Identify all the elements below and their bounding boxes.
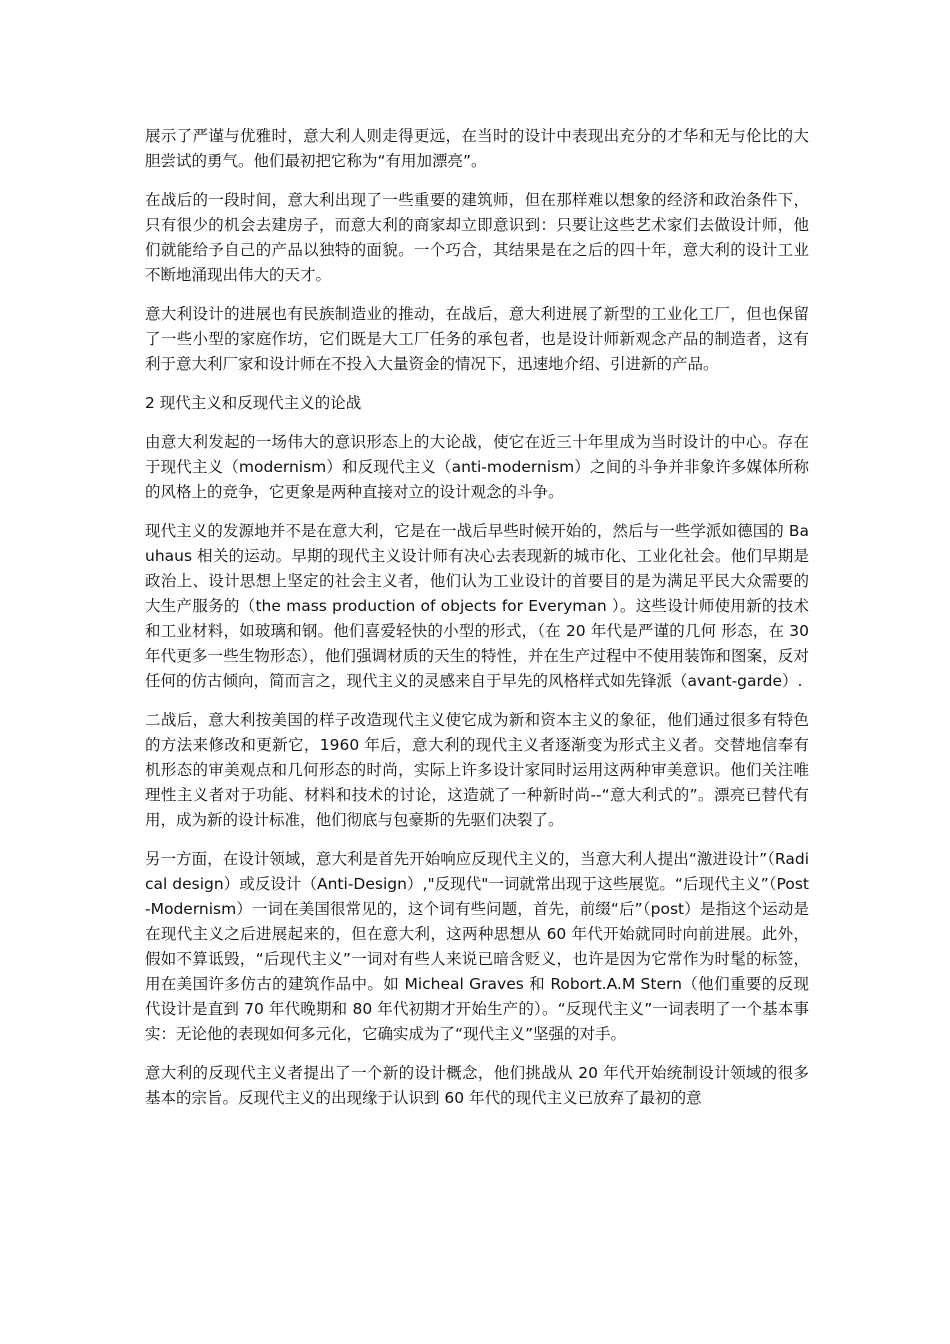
paragraph-5: 现代主义的发源地并不是在意大利，它是在一战后早些时候开始的，然后与一些学派如德国的 Bauhaus 相关的运动。早期的现代主义设计师有决心去表现新的城市化、工业化社会。他们早期是政治上、设计思想上坚定的社会主义者，他们认为工业设计的首要目的是为满足平民大众需要的大生产服务的（the mass production of objects for Everyman ）。这些设计师使用新的技术和工业材料，如玻璃和钢。他们喜爱轻快的小型的形式，（在 20 年代是严谨的几何 形态，在 30 年代更多一些生物形态），他们强调材质的天生的特性，并在生产过程中不使用装饰和图案，反对任何的仿古倾向，简而言之，现代主义的灵感来自于早先的风格样式如先锋派（avant-garde）. xyxy=(145,522,809,690)
paragraph-1: 展示了严谨与优雅时，意大利人则走得更远，在当时的设计中表现出充分的才华和无与伦比的大胆尝试的勇气。他们最初把它称为“有用加漂亮”。 xyxy=(145,127,809,170)
paragraph-3: 意大利设计的进展也有民族制造业的推动，在战后，意大利进展了新型的工业化工厂，但也保留了一些小型的家庭作坊，它们既是大工厂任务的承包者，也是设计师新观念产品的制造者，这有利于意大利厂家和设计师在不投入大量资金的情况下，迅速地介绍、引进新的产品。 xyxy=(145,305,809,373)
paragraph-2: 在战后的一段时间，意大利出现了一些重要的建筑师，但在那样难以想象的经济和政治条件下，只有很少的机会去建房子，而意大利的商家却立即意识到：只要让这些艺术家们去做设计师，他们就能给予自己的产品以独特的面貌。一个巧合，其结果是在之后的四十年，意大利的设计工业不断地涌现出伟大的天才。 xyxy=(145,191,809,284)
paragraph-7: 另一方面，在设计领域，意大利是首先开始响应反现代主义的，当意大利人提出“激进设计”（Radical design）或反设计（Anti-Design）,"反现代"一词就常出现于这些展览。“后现代主义”（Post-Modernism）一词在美国很常见的，这个词有些问题，首先，前缀“后”（post）是指这个运动是在现代主义之后进展起来的，但在意大利，这两种思想从 60 年代开始就同时向前进展。此外，假如不算诋毁，“后现代主义”一词对有些人来说已暗含贬义，也许是因为它常作为时髦的标签，用在美国许多仿古的建筑作品中。如 Micheal Graves 和 Robort.A.M Stern（他们重要的反现代设计是直到 70 年代晚期和 80 年代初期才开始生产的）。“反现代主义”一词表明了一个基本事实：无论他的表现如何多元化，它确实成为了“现代主义”坚强的对手。 xyxy=(145,850,809,1043)
paragraph-6: 二战后，意大利按美国的样子改造现代主义使它成为新和资本主义的象征，他们通过很多有特色的方法来修改和更新它，1960 年后，意大利的现代主义者逐渐变为形式主义者。交替地信奉有机形态的审美观点和几何形态的时尚，实际上许多设计家同时运用这两种审美意识。他们关注唯理性主义者对于功能、材料和技术的讨论，这造就了一种新时尚--“意大利式的”。漂亮已替代有用，成为新的设计标准，他们彻底与包豪斯的先驱们决裂了。 xyxy=(145,711,809,829)
paragraph-8: 意大利的反现代主义者提出了一个新的设计概念，他们挑战从 20 年代开始统制设计领域的很多基本的宗旨。反现代主义的出现缘于认识到 60 年代的现代主义已放弃了最初的意 xyxy=(145,1064,809,1107)
document-page xyxy=(145,124,809,1125)
section-heading: 2 现代主义和反现代主义的论战 xyxy=(145,394,362,412)
paragraph-4: 由意大利发起的一场伟大的意识形态上的大论战，使它在近三十年里成为当时设计的中心。存在于现代主义（modernism）和反现代主义（anti-modernism）之间的斗争并非象许多媒体所称的风格上的竞争，它更象是两种直接对立的设计观念的斗争。 xyxy=(145,433,809,501)
